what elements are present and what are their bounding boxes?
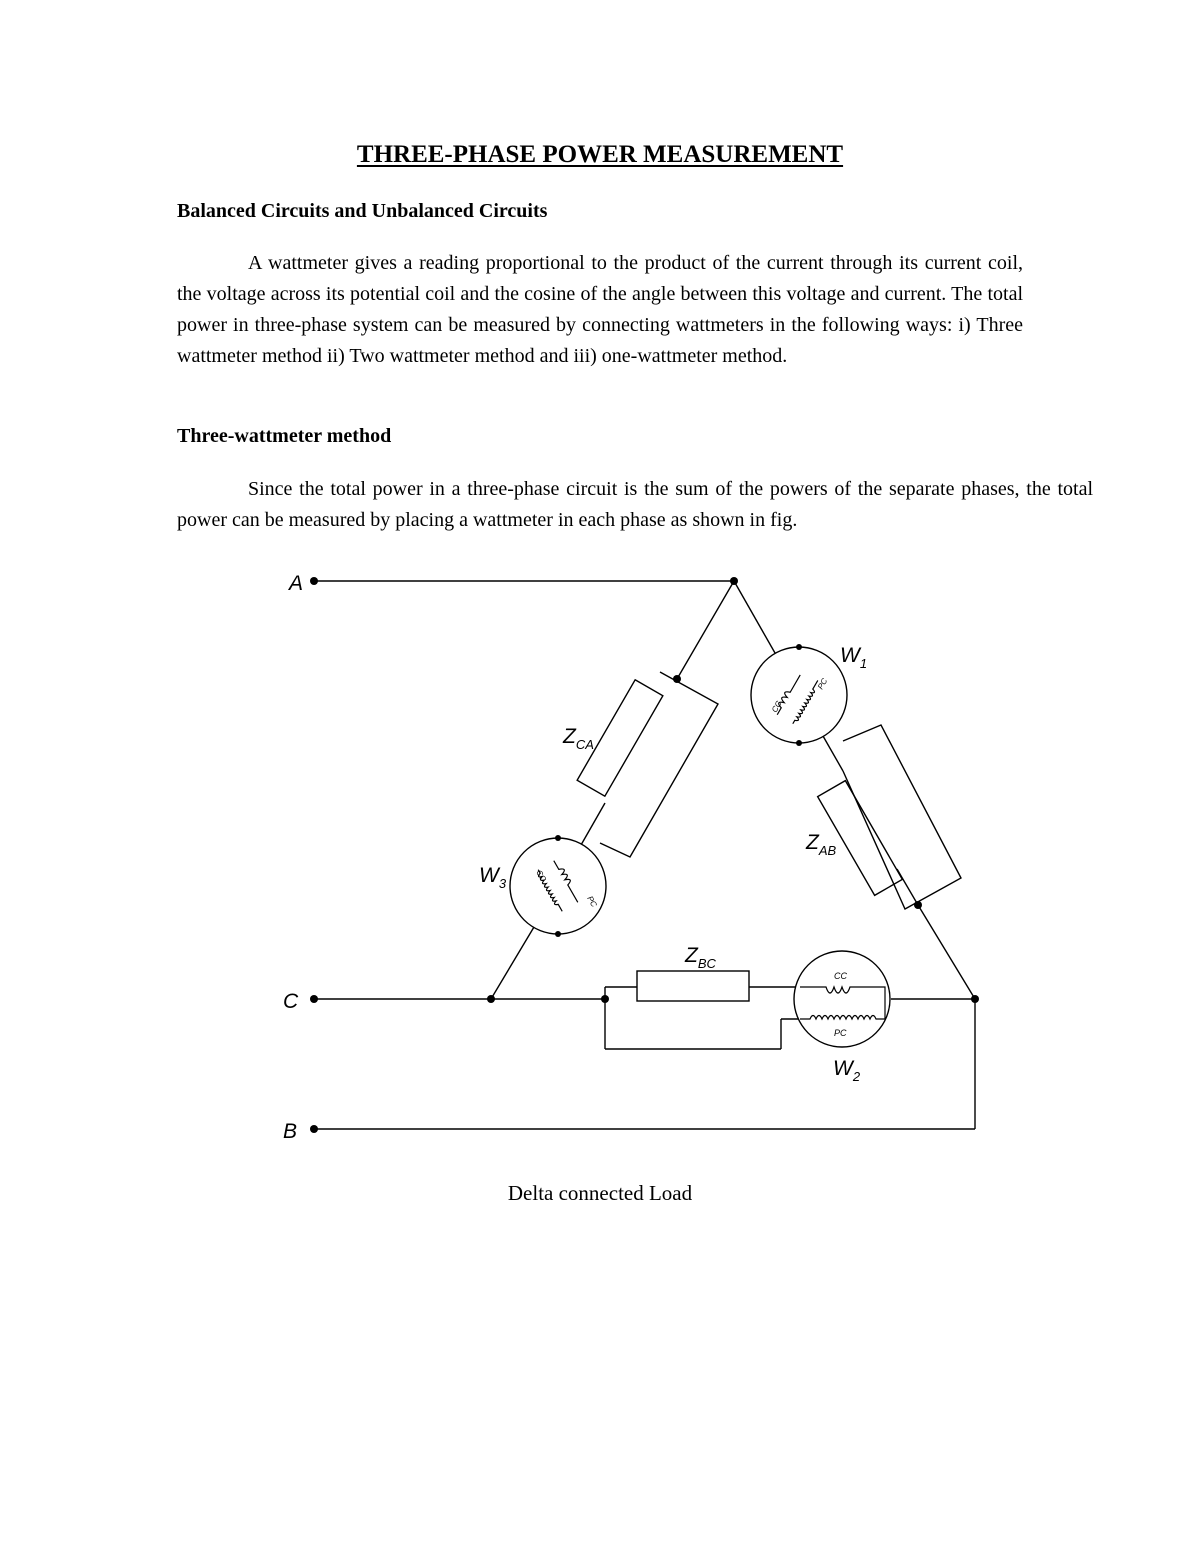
terminal-a-dot [310, 577, 318, 585]
zca-label: $Z_{CA}$ [563, 725, 594, 752]
page-title: THREE-PHASE POWER MEASUREMENT [356, 141, 844, 168]
impedance-zbc-box [637, 971, 749, 1001]
wattmeter-w3 [510, 838, 606, 934]
w1-cc-label: CC [769, 699, 784, 714]
w2-label: $W_2$ [833, 1057, 861, 1084]
w3-label: $W_3$ [479, 864, 507, 891]
w3-pc-label: PC [585, 894, 599, 909]
section-heading-three-wattmeter: Three-wattmeter method [177, 425, 392, 447]
paragraph-wattmeter-intro: A wattmeter gives a reading proportional to the product of the current through its current coil, the voltage across its potential coil and the cosine of the angle between this voltage and current. The total power in three-phase system can be measured by connecting wattmeters in the following ways: i) Three wattmeter method ii) Two wattmeter method and iii) one-wattmeter method. [177, 252, 1023, 367]
w2-pc-label: PC [834, 1028, 847, 1038]
zbc-label: $Z_{BC}$ [685, 944, 716, 971]
terminal-b-dot [310, 1125, 318, 1133]
zab-label: $Z_{AB}$ [806, 831, 837, 858]
terminal-c-label: C [283, 990, 299, 1013]
terminal-b-label: B [283, 1120, 298, 1143]
w1-pc-label: PC [815, 676, 830, 691]
terminal-c-dot [310, 995, 318, 1003]
section-heading-balanced: Balanced Circuits and Unbalanced Circuits [177, 200, 548, 222]
paragraph-three-wattmeter: Since the total power in a three-phase circuit is the sum of the powers of the separate phases, the total power can be measured by placing a wattmeter in each phase as shown in fig. [177, 478, 1093, 531]
wattmeter-w2 [794, 951, 890, 1047]
impedance-zab-box [818, 781, 903, 896]
terminal-a-label: A [289, 572, 304, 595]
w2-cc-label: CC [834, 971, 847, 981]
w3-cc-label: CC [534, 868, 548, 884]
wattmeter-w1 [751, 647, 847, 743]
w1-label: $W_1$ [840, 644, 868, 671]
figure-caption: Delta connected Load [507, 1181, 693, 1205]
